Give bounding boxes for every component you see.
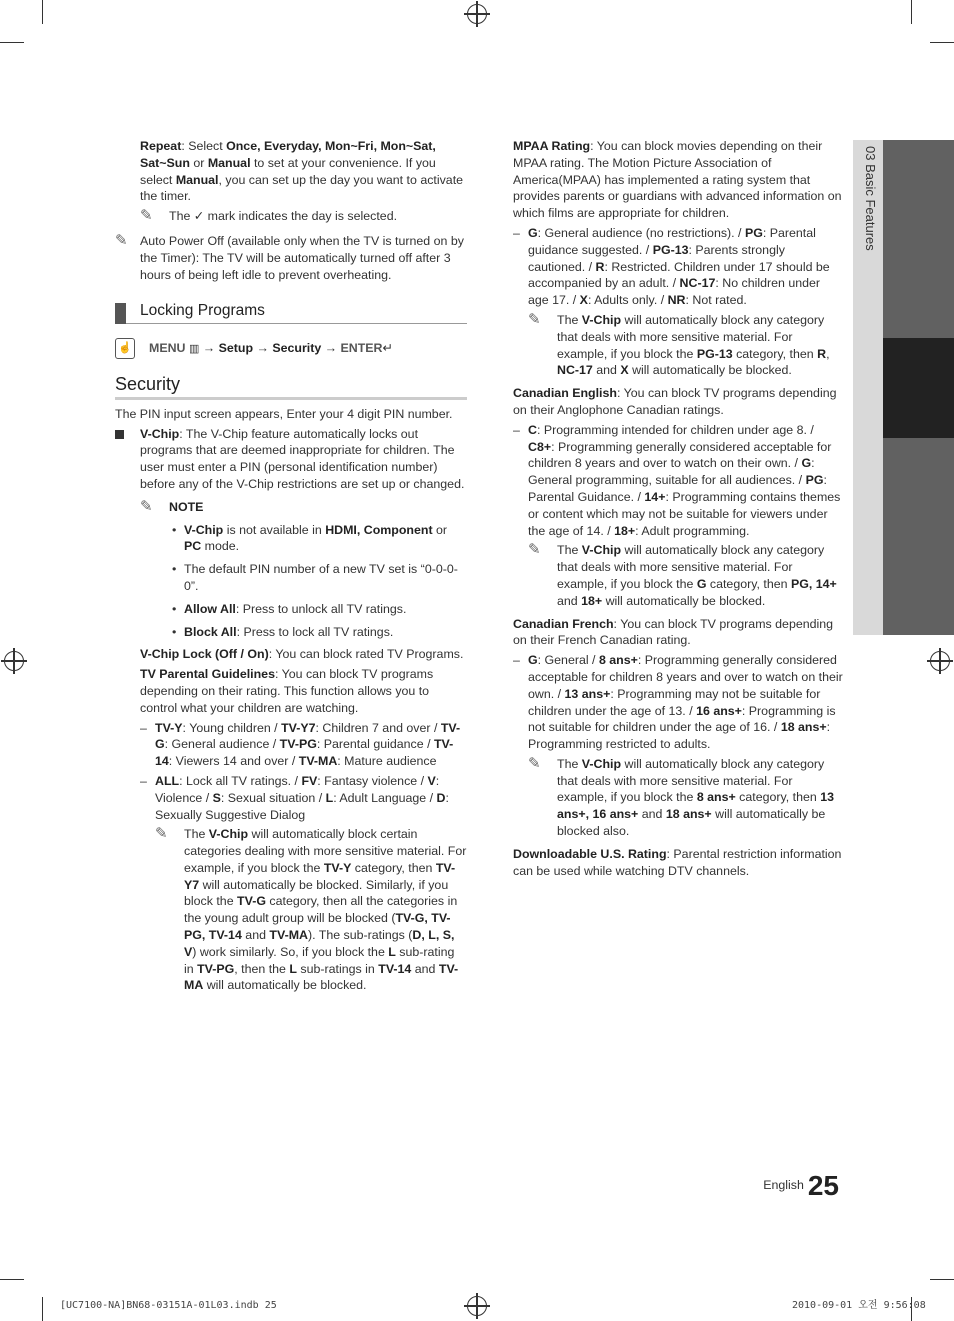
tv-rating-note: ✎ The V-Chip will automatically block certain categories dealing with more sensitive material. For example, if you block the TV-Y category, then TV-Y7 will automatically be blocked. Similarly, if you block the TV-G category, then all the categories in the young adult group will be blocked (TV-G, TV-PG, TV-14 and TV-MA). The sub-ratings (D, L, S, V) work similarly. So, if you block the L sub-rating in TV-PG, then the L sub-ratings in TV-14 and TV-MA will automatically be blocked. bbox=[155, 825, 467, 993]
canadian-english-list: – C: Programming intended for children under age 8. / C8+: Programming generally considered acceptable for children 8 years and over to watch on their own. / G: General programming, suitable for all audiences. / PG: Parental Guidance. / 14+: Programming contains themes or content which may not be suitable for viewers under the age of 14. / 18+: Adult programming. bbox=[513, 422, 841, 538]
checkmark-icon: ✓ bbox=[193, 209, 205, 224]
mpaa-rating-list: – G: General audience (no restrictions). / PG: Parental guidance suggested. / PG-13: Parents strongly cautioned. / R: Restricted. Children under 17 should be accompanied by an adult. / NC-17: No children under age 17. / X: Adults only. / NR: Not rated. bbox=[513, 225, 830, 308]
page-number-value: 25 bbox=[807, 1170, 839, 1201]
list-item: • Allow All: Press to unlock all TV ratings. bbox=[172, 601, 407, 616]
page-number bbox=[763, 1170, 839, 1201]
note-pencil-icon: ✎ bbox=[155, 825, 168, 843]
menu-grid-icon: ▥ bbox=[188, 343, 200, 356]
auto-power-off-note: ✎ Auto Power Off (available only when the TV is turned on by the Timer): The TV will be automatically turned off after 3 hours of being left idle to prevent overheating. bbox=[115, 231, 464, 282]
locking-programs-heading: Locking Programs bbox=[115, 303, 467, 324]
canadian-french-list: – G: General / 8 ans+: Programming generally considered acceptable for children 8 years and over to watch on their own. / 13 ans+: Programming may not be suitable for children under the age of 13. / 16 ans+: Programming is not suitable for children under the age of 16. / 18 ans+: Programming restricted to adults. bbox=[513, 653, 843, 752]
note-bullet-list bbox=[115, 522, 467, 641]
canadian-english-paragraph: Canadian English: You can block TV programs depending on their Anglophone Canadian ratings. bbox=[513, 386, 837, 417]
repeat-paragraph: Repeat: Select Once, Everyday, Mon~Fri, Mon~Sat, Sat~Sun or Manual to set at your convenience. If you select Manual, you can set up the day you want to activate the timer. bbox=[140, 139, 464, 204]
registration-mark bbox=[930, 651, 950, 671]
canadian-french-note: ✎ The V-Chip will automatically block any category that deals with more sensitive material. For example, if you block the 8 ans+ category, then 13 ans+, 16 ans+ and 18 ans+ will automatically be blocked also. bbox=[528, 754, 835, 839]
crop-mark bbox=[0, 1279, 24, 1280]
footer-timestamp: 2010-09-01 오전 9:56:08 bbox=[792, 1300, 926, 1311]
footer-file-info: [UC7100-NA]BN68-03151A-01L03.indb 25 bbox=[60, 1300, 277, 1311]
canadian-english-note: ✎ The V-Chip will automatically block any category that deals with more sensitive material. For example, if you block the G category, then PG, 14+ and 18+ will automatically be blocked. bbox=[528, 541, 837, 608]
tv-subrating-list: – ALL: Lock all TV ratings. / FV: Fantasy violence / V: Violence / S: Sexual situation / L: Adult Language / D: Sexually Suggestive Dialog bbox=[140, 773, 449, 822]
chapter-label: 03 Basic Features bbox=[862, 146, 878, 251]
crop-mark bbox=[911, 0, 912, 24]
list-item: • Block All: Press to lock all TV ratings. bbox=[172, 624, 394, 639]
note-pencil-icon: ✎ bbox=[528, 541, 541, 559]
chapter-side-tab bbox=[853, 140, 954, 635]
note-label: ✎ NOTE bbox=[140, 497, 204, 515]
repeat-note: ✎ The ✓ mark indicates the day is selected. bbox=[140, 207, 398, 225]
note-pencil-icon: ✎ bbox=[115, 231, 128, 249]
right-column bbox=[513, 138, 843, 879]
crop-mark bbox=[42, 1297, 43, 1321]
menu-path: ☝ MENU ▥ → Setup → Security → ENTER↵ bbox=[115, 340, 467, 358]
crop-mark bbox=[930, 42, 954, 43]
security-heading: Security bbox=[115, 376, 467, 400]
note-pencil-icon: ✎ bbox=[528, 754, 541, 772]
crop-mark bbox=[930, 1279, 954, 1280]
registration-mark bbox=[4, 651, 24, 671]
crop-mark bbox=[0, 42, 24, 43]
pin-intro: The PIN input screen appears, Enter your 4 digit PIN number. bbox=[115, 406, 453, 421]
mpaa-paragraph: MPAA Rating: You can block movies depending on their MPAA rating. The Motion Picture Association of America(MPAA) has implemented a rating system that provides parents or guardians with advanced information on which films are appropriate for children. bbox=[513, 139, 842, 221]
list-item: • The default PIN number of a new TV set is “0-0-0-0”. bbox=[172, 562, 458, 593]
square-bullet bbox=[115, 430, 124, 439]
canadian-french-paragraph: Canadian French: You can block TV programs depending on their French Canadian rating. bbox=[513, 616, 834, 648]
crop-mark bbox=[42, 0, 43, 24]
downloadable-rating-paragraph: Downloadable U.S. Rating: Parental restriction information can be used while watching DTV channels. bbox=[513, 846, 842, 878]
enter-icon: ↵ bbox=[382, 341, 393, 356]
left-column bbox=[115, 138, 467, 994]
note-pencil-icon: ✎ bbox=[140, 497, 153, 515]
side-tab-active-block bbox=[883, 338, 954, 438]
list-item: • V-Chip is not available in HDMI, Component or PC mode. bbox=[172, 522, 448, 554]
tv-rating-list: – TV-Y: Young children / TV-Y7: Children 7 and over / TV-G: General audience / TV-PG: Parental guidance / TV-14: Viewers 14 and over / TV-MA: Mature audience bbox=[140, 720, 461, 769]
registration-mark bbox=[467, 4, 487, 24]
tv-parental-paragraph: TV Parental Guidelines: You can block TV programs depending on their rating. This function allows you to control what your children are watching. bbox=[140, 667, 434, 715]
note-pencil-icon: ✎ bbox=[528, 310, 541, 328]
registration-mark bbox=[467, 1296, 487, 1316]
page-language: English bbox=[763, 1178, 804, 1192]
vchip-lock-paragraph: V-Chip Lock (Off / On): You can block rated TV Programs. bbox=[140, 647, 464, 662]
mpaa-note: ✎ The V-Chip will automatically block any category that deals with more sensitive material. For example, if you block the PG-13 category, then R, NC-17 and X will automatically be blocked. bbox=[528, 310, 830, 378]
note-pencil-icon: ✎ bbox=[140, 207, 153, 225]
vchip-paragraph: V-Chip: The V-Chip feature automatically locks out programs that are deemed inappropriate for children. The user must enter a PIN (personal identification number) before any of the V-Chip restrictions are set up or changed. bbox=[115, 426, 467, 493]
hand-remote-icon: ☝ bbox=[115, 338, 135, 359]
heading-bar bbox=[115, 303, 126, 324]
